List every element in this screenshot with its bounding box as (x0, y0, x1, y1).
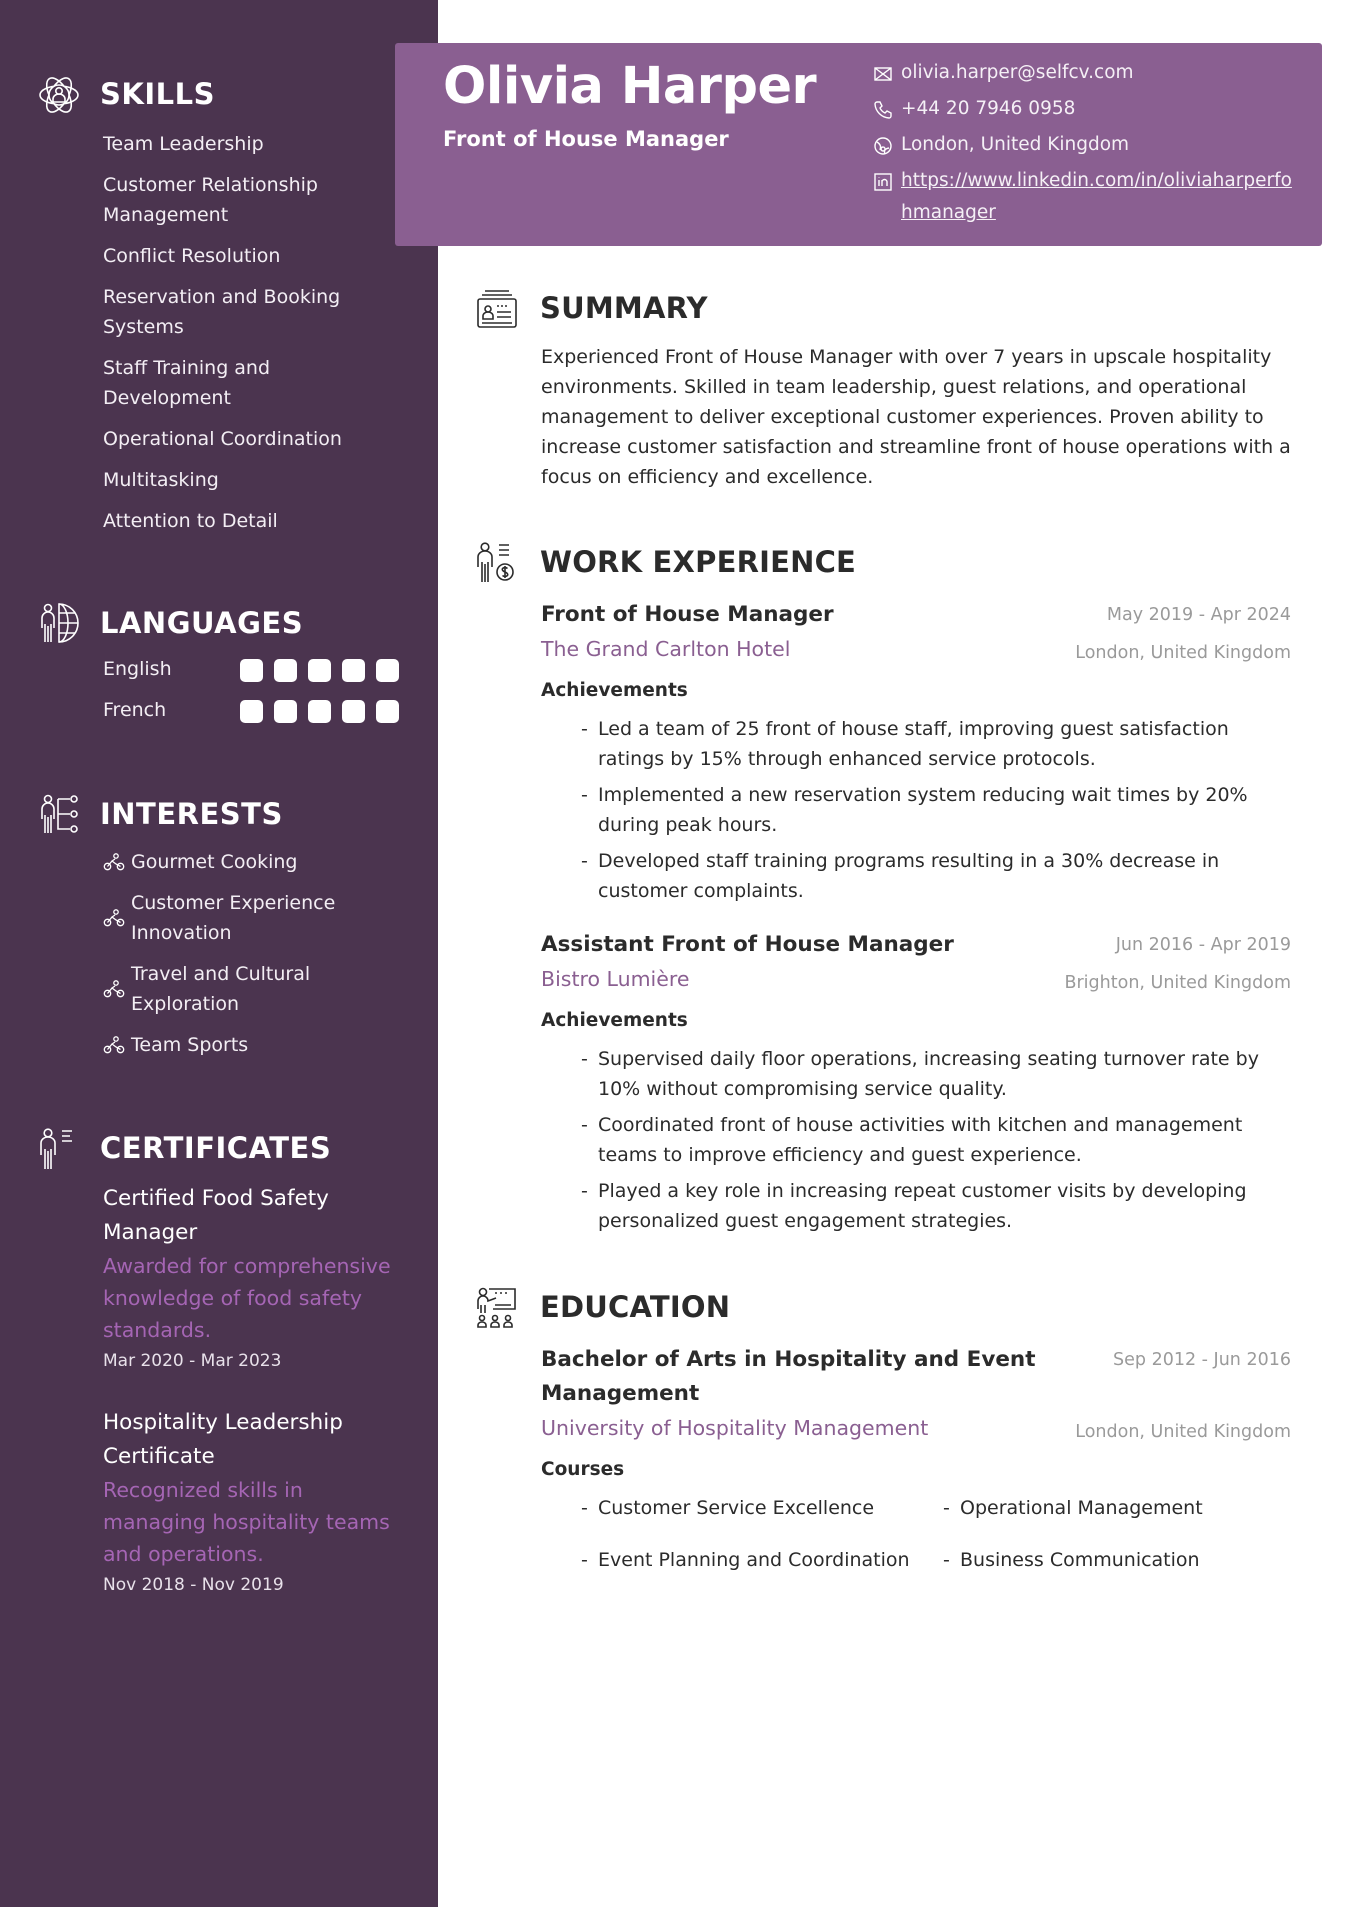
cyclist-icon (103, 1035, 125, 1055)
certificate-item (103, 1182, 403, 1376)
bullet-dash: - (581, 1114, 588, 1136)
interests-section (0, 793, 438, 1056)
resume-header (395, 43, 1322, 246)
summary-title: SUMMARY (540, 291, 708, 325)
level-dot (376, 700, 399, 723)
person-salary-icon (475, 542, 519, 586)
courses-list (541, 1493, 1291, 1575)
candidate-title: Front of House Manager (443, 127, 729, 151)
level-dot (376, 659, 399, 682)
course-item: - Customer Service Excellence (581, 1493, 943, 1523)
achievement-item: - Led a team of 25 front of house staff, improving guest satisfaction ratings by 15% through enhanced service protocols. (581, 714, 1291, 774)
skill-item: Reservation and Booking Systems (103, 286, 341, 338)
contact-phone[interactable] (873, 93, 1293, 125)
bullet-dash: - (581, 1497, 588, 1519)
interest-item (103, 847, 403, 877)
course-item: - Business Communication (943, 1545, 1263, 1575)
certificate-title: Hospitality Leadership Certificate (103, 1410, 343, 1469)
candidate-name: Olivia Harper (443, 57, 817, 116)
level-dot (342, 659, 365, 682)
skill-item: Conflict Resolution (103, 245, 281, 267)
language-row-english (103, 654, 403, 684)
language-row-french (103, 695, 403, 725)
certificate-title: Certified Food Safety Manager (103, 1186, 329, 1245)
cyclist-icon (103, 908, 125, 928)
interest-label: Gourmet Cooking (131, 851, 298, 873)
bullet-dash: - (943, 1497, 950, 1519)
interest-item (103, 888, 403, 948)
linkedin-icon (873, 172, 893, 192)
sidebar (0, 0, 438, 1907)
language-name: French (103, 699, 167, 721)
bullet-dash: - (581, 1048, 588, 1070)
certificate-date: Mar 2020 - Mar 2023 (103, 1351, 282, 1371)
cyclist-icon (103, 852, 125, 872)
education-entry (541, 1343, 1291, 1575)
bullet-dash: - (943, 1549, 950, 1571)
level-dot (342, 700, 365, 723)
skill-item: Team Leadership (103, 133, 264, 155)
teacher-presentation-icon (475, 1287, 519, 1331)
interest-item (103, 959, 403, 1019)
languages-header (0, 602, 438, 650)
skill-item: Multitasking (103, 469, 219, 491)
achievements-list (541, 1044, 1291, 1236)
achievement-item: - Supervised daily floor operations, increasing seating turnover rate by 10% without compromising service quality. (581, 1044, 1291, 1104)
job-location: London, United Kingdom (1075, 643, 1291, 663)
interest-label: Travel and Cultural Exploration (131, 963, 311, 1015)
interest-item (103, 1030, 403, 1060)
skill-item: Attention to Detail (103, 510, 278, 532)
achievements-list (541, 714, 1291, 906)
job-role: Front of House Manager (541, 602, 834, 627)
bullet-dash: - (581, 850, 588, 872)
job-dates: May 2019 - Apr 2024 (1106, 605, 1291, 625)
location-text: London, United Kingdom (901, 134, 1130, 155)
job-dates: Jun 2016 - Apr 2019 (1115, 935, 1291, 955)
phone-text[interactable]: +44 20 7946 0958 (901, 98, 1076, 119)
certificate-description: Recognized skills in managing hospitality teams and operations. (103, 1478, 390, 1566)
skills-header (0, 73, 438, 121)
language-name: English (103, 658, 172, 680)
bullet-dash: - (581, 1180, 588, 1202)
language-level-indicator (240, 700, 399, 724)
contact-email[interactable] (873, 57, 1293, 89)
bullet-dash: - (581, 1549, 588, 1571)
person-options-icon (38, 793, 80, 837)
contact-list (873, 57, 1293, 233)
phone-icon (873, 100, 893, 120)
id-card-icon (475, 288, 519, 332)
skills-list (103, 129, 403, 547)
certificate-date: Nov 2018 - Nov 2019 (103, 1575, 284, 1595)
level-dot (240, 700, 263, 723)
education-title: EDUCATION (540, 1290, 731, 1324)
certificates-list (103, 1182, 403, 1630)
certificates-section (0, 1127, 438, 1595)
experience-entry (541, 598, 1291, 912)
experience-title: WORK EXPERIENCE (540, 545, 857, 579)
job-role: Assistant Front of House Manager (541, 932, 954, 957)
skills-section (0, 73, 438, 532)
languages-section (0, 602, 438, 721)
experience-entry (541, 928, 1291, 1242)
contact-linkedin[interactable] (873, 165, 1293, 229)
certificate-item (103, 1406, 403, 1600)
certificate-description: Awarded for comprehensive knowledge of food safety standards. (103, 1254, 391, 1342)
course-item: - Operational Management (943, 1493, 1263, 1523)
interests-list (103, 847, 403, 1071)
skill-item: Staff Training and Development (103, 357, 271, 409)
education-dates: Sep 2012 - Jun 2016 (1113, 1350, 1291, 1370)
certificates-title: CERTIFICATES (100, 1131, 332, 1165)
school-name: University of Hospitality Management (541, 1416, 929, 1440)
education-location: London, United Kingdom (1075, 1422, 1291, 1442)
job-company: The Grand Carlton Hotel (541, 637, 791, 661)
achievements-label: Achievements (541, 1010, 688, 1031)
level-dot (308, 659, 331, 682)
person-list-icon (38, 1127, 80, 1171)
interest-label: Customer Experience Innovation (131, 892, 336, 944)
person-globe-icon (38, 602, 80, 646)
job-location: Brighton, United Kingdom (1064, 973, 1291, 993)
network-person-icon (38, 73, 80, 117)
interests-header (0, 793, 438, 841)
cyclist-icon (103, 979, 125, 999)
job-company: Bistro Lumière (541, 967, 690, 991)
course-item: - Event Planning and Coordination (581, 1545, 943, 1575)
envelope-icon (873, 64, 893, 84)
location-icon (873, 136, 893, 156)
achievements-label: Achievements (541, 680, 688, 701)
level-dot (308, 700, 331, 723)
skills-title: SKILLS (100, 77, 215, 111)
achievement-item: - Coordinated front of house activities with kitchen and management teams to improve efficiency and guest experience. (581, 1110, 1291, 1170)
language-level-indicator (240, 659, 399, 683)
achievement-item: - Developed staff training programs resulting in a 30% decrease in customer complaints. (581, 846, 1291, 906)
linkedin-link[interactable]: https://www.linkedin.com/in/oliviaharperfohmanager (901, 170, 1292, 223)
interests-title: INTERESTS (100, 797, 283, 831)
interest-label: Team Sports (131, 1034, 249, 1056)
email-text[interactable]: olivia.harper@selfcv.com (901, 62, 1134, 83)
achievement-item: - Implemented a new reservation system reducing wait times by 20% during peak hours. (581, 780, 1291, 840)
level-dot (240, 659, 263, 682)
certificates-header (0, 1127, 438, 1175)
summary-text: Experienced Front of House Manager with over 7 years in upscale hospitality environments. Skilled in team leadership, guest relations, and operational management to deliver exceptional customer experiences. Proven ability to increase customer satisfaction and streamline front of house operations with a focus on efficiency and excellence. (541, 346, 1291, 488)
contact-location (873, 129, 1293, 161)
skill-item: Operational Coordination (103, 428, 342, 450)
languages-title: LANGUAGES (100, 606, 304, 640)
bullet-dash: - (581, 718, 588, 740)
bullet-dash: - (581, 784, 588, 806)
courses-label: Courses (541, 1459, 625, 1480)
degree-name: Bachelor of Arts in Hospitality and Event Management (541, 1347, 1036, 1406)
achievement-item: - Played a key role in increasing repeat customer visits by developing personalized guest engagement strategies. (581, 1176, 1291, 1236)
level-dot (274, 700, 297, 723)
level-dot (274, 659, 297, 682)
skill-item: Customer Relationship Management (103, 174, 318, 226)
